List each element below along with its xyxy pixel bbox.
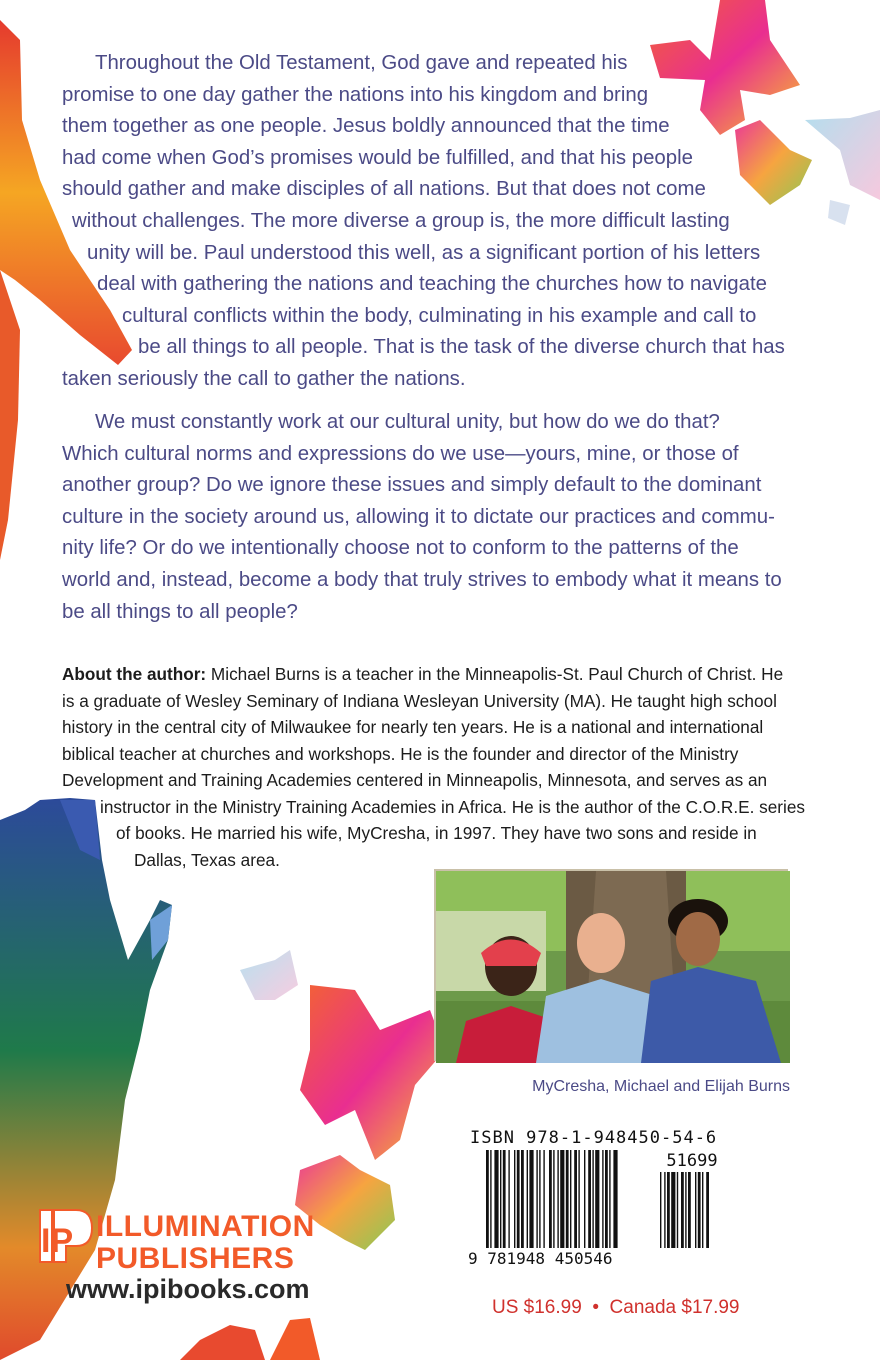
about-line: of books. He married his wife, MyCresha, in 1997. They have two sons and reside in xyxy=(116,823,757,843)
barcode-bar xyxy=(592,1150,593,1248)
blurb-line: be all things to all people? xyxy=(62,600,298,623)
blurb-line: be all things to all people. That is the task of the diverse church that has xyxy=(138,336,785,359)
about-line: is a graduate of Wesley Seminary of Indiana Wesleyan University (MA). He taught high school xyxy=(62,690,777,711)
barcode-addon-bar xyxy=(706,1172,709,1248)
blurb-line: should gather and make disciples of all nations. But that does not come xyxy=(62,178,706,201)
barcode-addon-bar xyxy=(685,1172,686,1248)
blurb-line: taken seriously the call to gather the nations. xyxy=(62,367,466,390)
publisher-mark-letters: IP xyxy=(41,1222,74,1260)
barcode-price-code: 51699 xyxy=(666,1151,718,1171)
barcode-bar xyxy=(549,1150,552,1248)
blurb-line: world and, instead, become a body that truly strives to embody what it means to xyxy=(62,568,782,591)
barcode-addon-bar xyxy=(688,1172,691,1248)
barcode-bar xyxy=(560,1150,564,1248)
barcode-bar xyxy=(508,1150,509,1248)
blurb-line: promise to one day gather the nations into his kingdom and bring xyxy=(62,83,649,106)
barcode-bar xyxy=(578,1150,579,1248)
barcode-bar xyxy=(536,1150,537,1248)
blurb-paragraph-2 xyxy=(62,407,792,628)
barcode-addon-bar xyxy=(667,1172,670,1248)
blurb-line: them together as one people. Jesus boldly announced that the time xyxy=(62,115,670,138)
about-line: history in the central city of Milwaukee for nearly ten years. He is a national and international xyxy=(62,717,764,737)
barcode-bar xyxy=(521,1150,524,1248)
barcode-bar xyxy=(527,1150,528,1248)
barcode-addon-bar xyxy=(698,1172,701,1248)
author-photo-illustration xyxy=(436,871,790,1063)
butterfly-bottom-art xyxy=(240,950,445,1250)
barcode-bar xyxy=(557,1150,558,1248)
barcode-addon-bar xyxy=(664,1172,665,1248)
barcode-bar xyxy=(574,1150,577,1248)
blurb-line: We must constantly work at our cultural unity, but how do we do that? xyxy=(95,411,720,433)
barcode-bar xyxy=(609,1150,610,1248)
publisher-website[interactable]: www.ipibooks.com xyxy=(66,1274,310,1304)
barcode-bar xyxy=(595,1150,599,1248)
publisher-name-line1: ILLUMINATION xyxy=(96,1210,315,1243)
isbn-text: ISBN 978-1-948450-54-6 xyxy=(470,1128,718,1148)
blurb-line: Throughout the Old Testament, God gave and repeated his xyxy=(95,52,628,74)
barcode xyxy=(468,1150,738,1268)
blurb-line: unity will be. Paul understood this well, as a significant portion of his letters xyxy=(87,241,761,264)
blurb-line: had come when God’s promises would be fulfilled, and that his people xyxy=(62,146,693,169)
blurb-line: another group? Do we ignore these issues and simply default to the dominant xyxy=(62,474,762,497)
price: US $16.99 • Canada $17.99 xyxy=(492,1297,740,1318)
barcode-addon-bar xyxy=(702,1172,703,1248)
publisher-mark-icon xyxy=(36,1204,96,1268)
about-line: instructor in the Ministry Training Academies in Africa. He is the author of the C.O.R.E. series xyxy=(100,796,805,817)
barcode-addon-bar xyxy=(660,1172,661,1248)
barcode-bar xyxy=(553,1150,554,1248)
barcode-bar xyxy=(543,1150,544,1248)
barcode-bar xyxy=(514,1150,515,1248)
blurb-line: nity life? Or do we intentionally choose not to conform to the patterns of the xyxy=(62,537,739,560)
author-photo xyxy=(434,869,788,1061)
barcode-bar xyxy=(517,1150,520,1248)
about-line xyxy=(62,661,796,688)
barcode-bar xyxy=(539,1150,540,1248)
publisher-name-line2: PUBLISHERS xyxy=(96,1242,295,1275)
about-line: Dallas, Texas area. xyxy=(134,849,280,870)
barcode-addon-bar xyxy=(695,1172,696,1248)
about-heading: About the author: xyxy=(62,664,207,684)
barcode-bar xyxy=(570,1150,571,1248)
barcode-bar xyxy=(490,1150,491,1248)
barcode-ean: 9 781948 450546 xyxy=(468,1249,613,1268)
barcode-bar xyxy=(602,1150,603,1248)
barcode-addon-bar xyxy=(677,1172,678,1248)
barcode-bar xyxy=(584,1150,585,1248)
barcode-bar xyxy=(605,1150,608,1248)
hand-bottom-art xyxy=(180,1318,320,1360)
barcode-bar xyxy=(500,1150,501,1248)
about-text: Michael Burns is a teacher in the Minneapolis-St. Paul Church of Christ. He xyxy=(206,664,784,684)
blurb-line: cultural conflicts within the body, culminating in his example and call to xyxy=(122,304,757,327)
barcode-addon-bar xyxy=(681,1172,684,1248)
barcode-bar xyxy=(494,1150,498,1248)
about-line: biblical teacher at churches and workshops. He is the founder and director of the Ministry xyxy=(62,743,739,764)
about-line: Development and Training Academies centered in Minneapolis, Minnesota, and serves as an xyxy=(62,770,768,790)
barcode-bar xyxy=(486,1150,489,1248)
barcode-addon-bar xyxy=(671,1172,675,1248)
barcode-bar xyxy=(588,1150,591,1248)
barcode-bar xyxy=(529,1150,533,1248)
photo-caption: MyCresha, Michael and Elijah Burns xyxy=(532,1078,790,1095)
blurb-line: deal with gathering the nations and teaching the churches how to navigate xyxy=(97,273,767,296)
about-the-author xyxy=(62,661,805,873)
blurb-paragraph-1 xyxy=(62,48,792,396)
blurb-line: Which cultural norms and expressions do we use—yours, mine, or those of xyxy=(62,442,739,465)
blurb-line: without challenges. The more diverse a group is, the more difficult lasting xyxy=(72,209,730,232)
barcode-bar xyxy=(503,1150,506,1248)
barcode-bar xyxy=(613,1150,617,1248)
blurb-line: culture in the society around us, allowing it to dictate our practices and commu- xyxy=(62,505,775,528)
barcode-bar xyxy=(566,1150,569,1248)
